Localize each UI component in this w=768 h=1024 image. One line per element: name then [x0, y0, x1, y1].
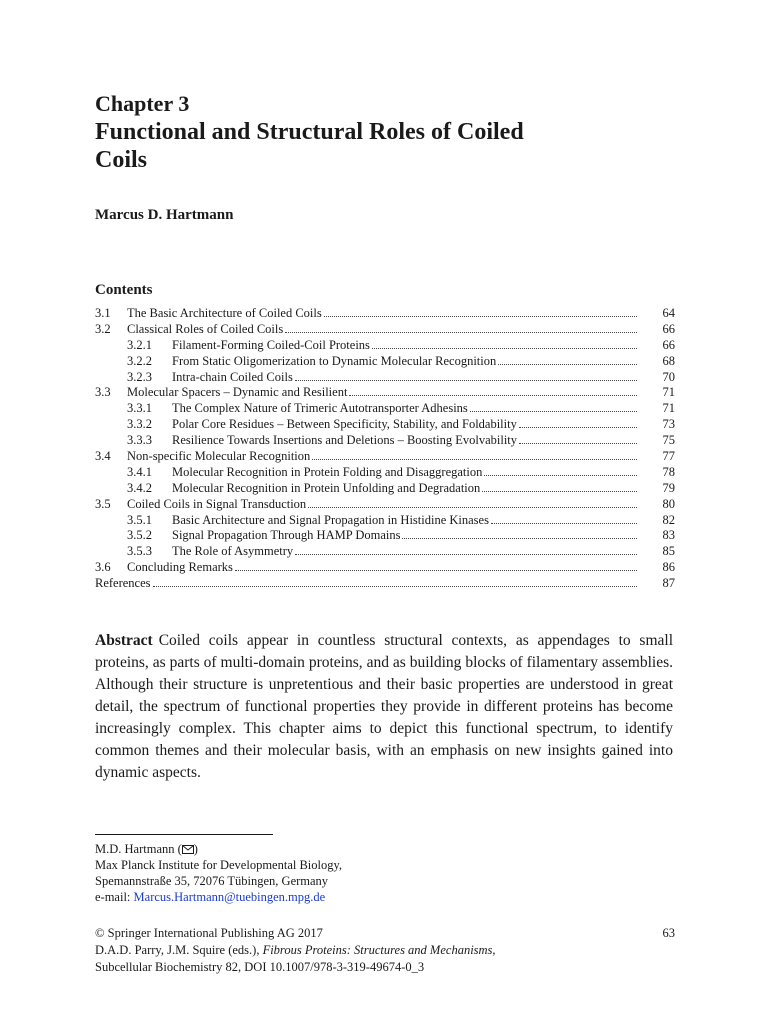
contents-heading: Contents [95, 282, 153, 298]
toc-entry-page: 82 [662, 512, 675, 527]
toc-entry[interactable] [95, 417, 675, 433]
toc-entry-number: 3.4.2 [127, 480, 152, 495]
toc-entry-page: 83 [662, 528, 675, 543]
email-prefix: e-mail: [95, 890, 134, 904]
affiliation-address: Spemannstraße 35, 72076 Tübingen, Germany [95, 874, 329, 888]
toc-entry-page: 71 [662, 385, 675, 400]
chapter-label: Chapter 3 [95, 91, 190, 116]
toc-entry[interactable] [95, 465, 675, 481]
toc-entry-page: 68 [662, 353, 675, 368]
toc-entry-number: 3.2.1 [127, 337, 152, 352]
toc-dot-leader [349, 385, 637, 396]
toc-entry-page: 77 [662, 449, 675, 464]
chapter-title [95, 118, 695, 174]
toc-dot-leader [324, 306, 637, 317]
affiliation-name: M.D. Hartmann ( [95, 842, 182, 856]
toc-entry-page: 73 [662, 417, 675, 432]
toc-dot-leader [312, 449, 637, 460]
toc-entry-title: Classical Roles of Coiled Coils [127, 321, 284, 336]
toc-entry-title: Signal Propagation Through HAMP Domains [172, 528, 401, 543]
affiliation-email-line [95, 889, 342, 905]
toc-entry-number: 3.3.3 [127, 433, 152, 448]
book-citation [95, 942, 675, 959]
toc-entry-number: 3.5.1 [127, 512, 152, 527]
toc-entry[interactable] [95, 560, 675, 576]
toc-entry-number: 3.5.3 [127, 544, 152, 559]
toc-entry-page: 70 [662, 369, 675, 384]
toc-entry-number: 3.3 [95, 385, 111, 400]
toc-dot-leader [491, 513, 637, 524]
toc-entry-title: From Static Oligomerization to Dynamic Molecular Recognition [172, 353, 497, 368]
author-affiliation [95, 841, 342, 905]
toc-entry-page: 75 [662, 433, 675, 448]
abstract-text: Coiled coils appear in countless structural contexts, as appendages to small proteins, as parts of multi-domain proteins, and as building blocks of filamentary assemblies. Although their structure is unpretentious and their basic properties are understood in great detail, the spectrum of functional properties they provide in different proteins has become increasingly complex. This chapter aims to depict this functional spectrum, to identify common themes and their molecular basis, with an emphasis on new insights gained into dynamic aspects. [95, 632, 673, 781]
toc-entry-number: 3.3.2 [127, 417, 152, 432]
toc-entry[interactable] [95, 322, 675, 338]
toc-entry-page: 80 [662, 496, 675, 511]
toc-entry[interactable] [95, 306, 675, 322]
abstract-label: Abstract [95, 632, 153, 649]
toc-dot-leader [153, 576, 637, 587]
toc-entry-number: 3.4.1 [127, 464, 152, 479]
chapter-title-line-2: Coils [95, 147, 148, 173]
email-link[interactable]: Marcus.Hartmann@tuebingen.mpg.de [133, 890, 326, 904]
toc-entry-title: Concluding Remarks [127, 560, 233, 575]
publication-info [95, 925, 675, 976]
author-name: Marcus D. Hartmann [95, 207, 234, 223]
toc-entry[interactable] [95, 401, 675, 417]
toc-entry-title: Molecular Spacers – Dynamic and Resilient [127, 385, 348, 400]
toc-entry-number: 3.5 [95, 496, 111, 511]
book-title: Fibrous Proteins: Structures and Mechanisms [262, 943, 493, 957]
toc-entry-number: 3.6 [95, 560, 111, 575]
toc-entry-page: 78 [662, 464, 675, 479]
toc-dot-leader [295, 370, 637, 381]
toc-entry[interactable] [95, 338, 675, 354]
affiliation-name-close: ) [193, 842, 198, 856]
toc-entry-title: Coiled Coils in Signal Transduction [127, 496, 307, 511]
toc-entry[interactable] [95, 513, 675, 529]
toc-entry-page: 71 [662, 401, 675, 416]
toc-entry-page: 66 [662, 337, 675, 352]
book-title-suffix: , [492, 943, 496, 957]
affiliation-institute: Max Planck Institute for Developmental Biology, [95, 858, 343, 872]
chapter-title-line-1: Functional and Structural Roles of Coiled [95, 119, 524, 145]
toc-entry-title: Molecular Recognition in Protein Folding and Disaggregation [172, 464, 483, 479]
toc-dot-leader [295, 544, 637, 555]
toc-dot-leader [285, 322, 637, 333]
affiliation-name-line [95, 841, 342, 857]
toc-entry[interactable] [95, 449, 675, 465]
toc-dot-leader [498, 354, 637, 365]
toc-entry-number: 3.3.1 [127, 401, 152, 416]
toc-entry-title: Intra-chain Coiled Coils [172, 369, 293, 384]
series-doi: Subcellular Biochemistry 82, DOI 10.1007/978-3-319-49674-0_3 [95, 960, 425, 974]
toc-dot-leader [470, 401, 637, 412]
toc-entry-number: 3.5.2 [127, 528, 152, 543]
toc-dot-leader [484, 465, 637, 476]
toc-entry[interactable] [95, 354, 675, 370]
toc-entry[interactable] [95, 576, 675, 592]
toc-entry-number: 3.4 [95, 449, 111, 464]
toc-entry-page: 64 [662, 306, 675, 320]
abstract [95, 630, 673, 784]
table-of-contents [95, 306, 675, 592]
footnote-divider [95, 834, 273, 835]
toc-dot-leader [235, 560, 637, 571]
toc-entry-page: 79 [662, 480, 675, 495]
toc-dot-leader [372, 338, 637, 349]
toc-entry-number: 3.1 [95, 306, 111, 320]
toc-dot-leader [519, 417, 637, 428]
toc-entry-title: Basic Architecture and Signal Propagation in Histidine Kinases [172, 512, 489, 527]
toc-entry-number: 3.2 [95, 321, 111, 336]
toc-entry-title: The Basic Architecture of Coiled Coils [127, 306, 322, 320]
toc-entry-title: Resilience Towards Insertions and Deletions – Boosting Evolvability [172, 433, 518, 448]
toc-entry[interactable] [95, 385, 675, 401]
toc-entry-number: 3.2.2 [127, 353, 152, 368]
toc-entry[interactable] [95, 528, 675, 544]
toc-entry[interactable] [95, 370, 675, 386]
toc-entry-number: 3.2.3 [127, 369, 152, 384]
toc-entry-title: The Role of Asymmetry [172, 544, 294, 559]
toc-dot-leader [402, 528, 637, 539]
toc-dot-leader [482, 481, 637, 492]
toc-dot-leader [308, 497, 637, 508]
toc-entry-title: Polar Core Residues – Between Specificity, Stability, and Foldability [172, 417, 517, 432]
copyright-notice: © Springer International Publishing AG 2017 [95, 926, 323, 940]
toc-entry[interactable] [95, 497, 675, 513]
toc-entry[interactable] [95, 433, 675, 449]
toc-dot-leader [519, 433, 637, 444]
toc-entry-title: The Complex Nature of Trimeric Autotransporter Adhesins [172, 401, 468, 416]
toc-entry-title: References [95, 576, 151, 591]
toc-entry[interactable] [95, 544, 675, 560]
envelope-icon [182, 845, 194, 854]
page-number: 63 [662, 926, 675, 940]
toc-entry-page: 66 [662, 321, 675, 336]
toc-entry-title: Non-specific Molecular Recognition [127, 449, 311, 464]
toc-entry[interactable] [95, 481, 675, 497]
toc-entry-page: 85 [662, 544, 675, 559]
toc-entry-title: Molecular Recognition in Protein Unfolding and Degradation [172, 480, 481, 495]
book-editors: D.A.D. Parry, J.M. Squire (eds.), [95, 943, 263, 957]
toc-entry-page: 87 [662, 576, 675, 591]
toc-entry-title: Filament-Forming Coiled-Coil Proteins [172, 337, 370, 352]
toc-entry-page: 86 [662, 560, 675, 575]
